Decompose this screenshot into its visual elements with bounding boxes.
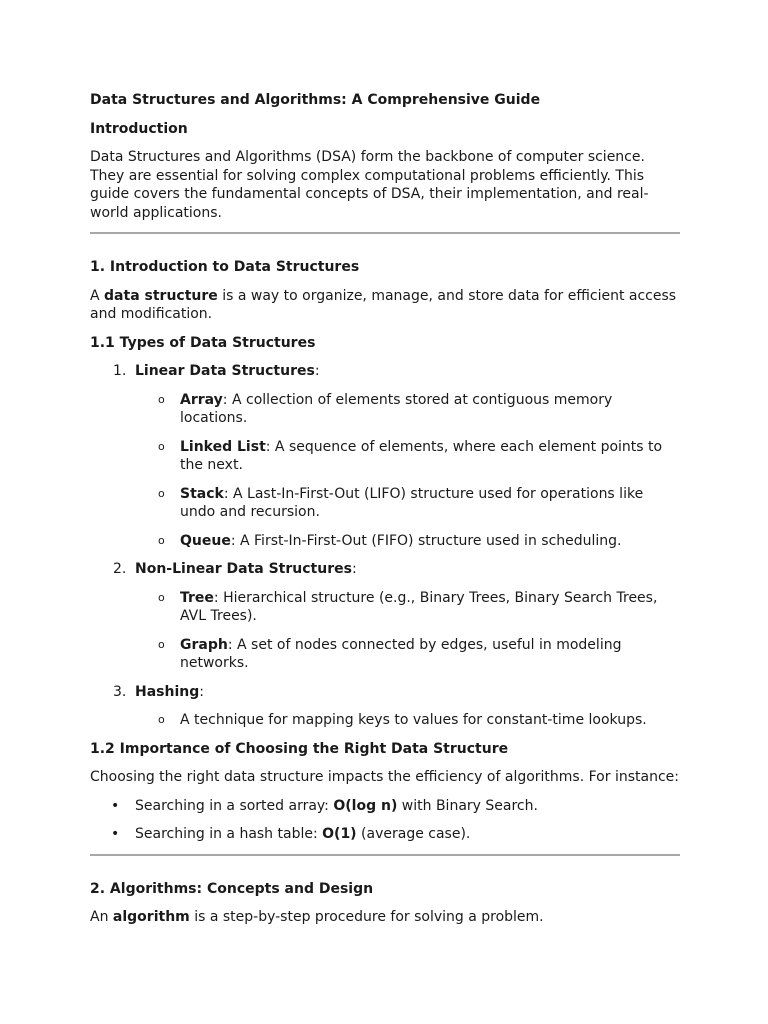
list-item-hash-table: • Searching in a hash table: O(1) (average case). bbox=[111, 826, 471, 842]
circle-bullet-icon: o bbox=[158, 590, 165, 604]
list-item-array: o Array: A collection of elements stored at contiguous memory locations. bbox=[158, 391, 613, 426]
term-data-structure: data structure bbox=[104, 287, 218, 304]
list-item-queue: o Queue: A First-In-First-Out (FIFO) structure used in scheduling. bbox=[158, 532, 622, 549]
type-non-linear: 2. Non-Linear Data Structures: o Tree: Hierarchical structure (e.g., Binary Trees, Binary Search Trees, AVL Trees). o Graph: A set of nodes connected by edges, useful in modeling networks. bbox=[90, 560, 680, 673]
hashing-items bbox=[135, 711, 680, 730]
list-number: 3. bbox=[113, 683, 127, 700]
examples-list bbox=[90, 797, 680, 844]
horizontal-rule bbox=[90, 854, 680, 856]
list-item-linked-list: o Linked List: A sequence of elements, where each element points to the next. bbox=[158, 438, 663, 473]
list-number: 2. bbox=[113, 561, 127, 577]
term-algorithm: algorithm bbox=[112, 909, 190, 925]
circle-bullet-icon: o bbox=[158, 713, 165, 726]
list-item-graph: o Graph: A set of nodes connected by edges, useful in modeling networks. bbox=[158, 636, 622, 671]
document-page bbox=[90, 91, 680, 937]
data-structure-definition: A data structure is a way to organize, manage, and store data for efficient access and modification. bbox=[90, 287, 677, 322]
type-hashing: 3. Hashing: o A technique for mapping keys to values for constant-time lookups. bbox=[90, 683, 680, 730]
section-2-heading: 2. Algorithms: Concepts and Design bbox=[90, 880, 374, 897]
type-linear: 1. Linear Data Structures: o Array: A collection of elements stored at contiguous memory locations. o Linked List: A sequence of elements, where each element points to the next. o Stack: A Last-In-First-Out (LIFO) structure used for operations like undo and recursion. o Queue: A First-In-First-Out (FIFO) structure used in scheduling. bbox=[90, 362, 680, 550]
section-1-1-heading: 1.1 Types of Data Structures bbox=[90, 334, 316, 351]
circle-bullet-icon: o bbox=[158, 392, 165, 406]
circle-bullet-icon: o bbox=[158, 486, 165, 500]
types-list bbox=[90, 362, 680, 730]
intro-heading: Introduction bbox=[90, 120, 188, 137]
list-item-tree: o Tree: Hierarchical structure (e.g., Binary Trees, Binary Search Trees, AVL Trees). bbox=[158, 589, 658, 624]
bullet-icon: • bbox=[111, 826, 120, 842]
horizontal-rule bbox=[90, 232, 680, 234]
intro-paragraph: Data Structures and Algorithms (DSA) form the backbone of computer science. They are essential for solving complex computational problems efficiently. This guide covers the fundamental concepts of DSA, their implementation, and real-world applications. bbox=[90, 149, 649, 221]
document-title: Data Structures and Algorithms: A Comprehensive Guide bbox=[90, 92, 541, 108]
bullet-icon: • bbox=[111, 797, 120, 814]
non-linear-items bbox=[135, 589, 680, 673]
type-label: Non-Linear Data Structures bbox=[135, 561, 352, 577]
list-item-sorted-array: • Searching in a sorted array: O(log n) with Binary Search. bbox=[111, 797, 538, 814]
list-item-stack: o Stack: A Last-In-First-Out (LIFO) structure used for operations like undo and recursion. bbox=[158, 485, 644, 520]
type-label: Linear Data Structures bbox=[135, 363, 315, 379]
circle-bullet-icon: o bbox=[158, 439, 165, 453]
section-1-heading: 1. Introduction to Data Structures bbox=[90, 259, 360, 275]
linear-items bbox=[135, 391, 680, 551]
section-1-2-paragraph: Choosing the right data structure impacts the efficiency of algorithms. For instance: bbox=[90, 769, 679, 785]
list-number: 1. bbox=[113, 363, 127, 379]
list-item-hashing-technique: o A technique for mapping keys to values for constant-time lookups. bbox=[158, 712, 647, 728]
type-label: Hashing bbox=[135, 683, 200, 700]
circle-bullet-icon: o bbox=[158, 637, 165, 651]
algorithm-definition: An algorithm is a step-by-step procedure for solving a problem. bbox=[90, 909, 544, 925]
section-1-2-heading: 1.2 Importance of Choosing the Right Data Structure bbox=[90, 740, 509, 757]
circle-bullet-icon: o bbox=[158, 533, 165, 547]
